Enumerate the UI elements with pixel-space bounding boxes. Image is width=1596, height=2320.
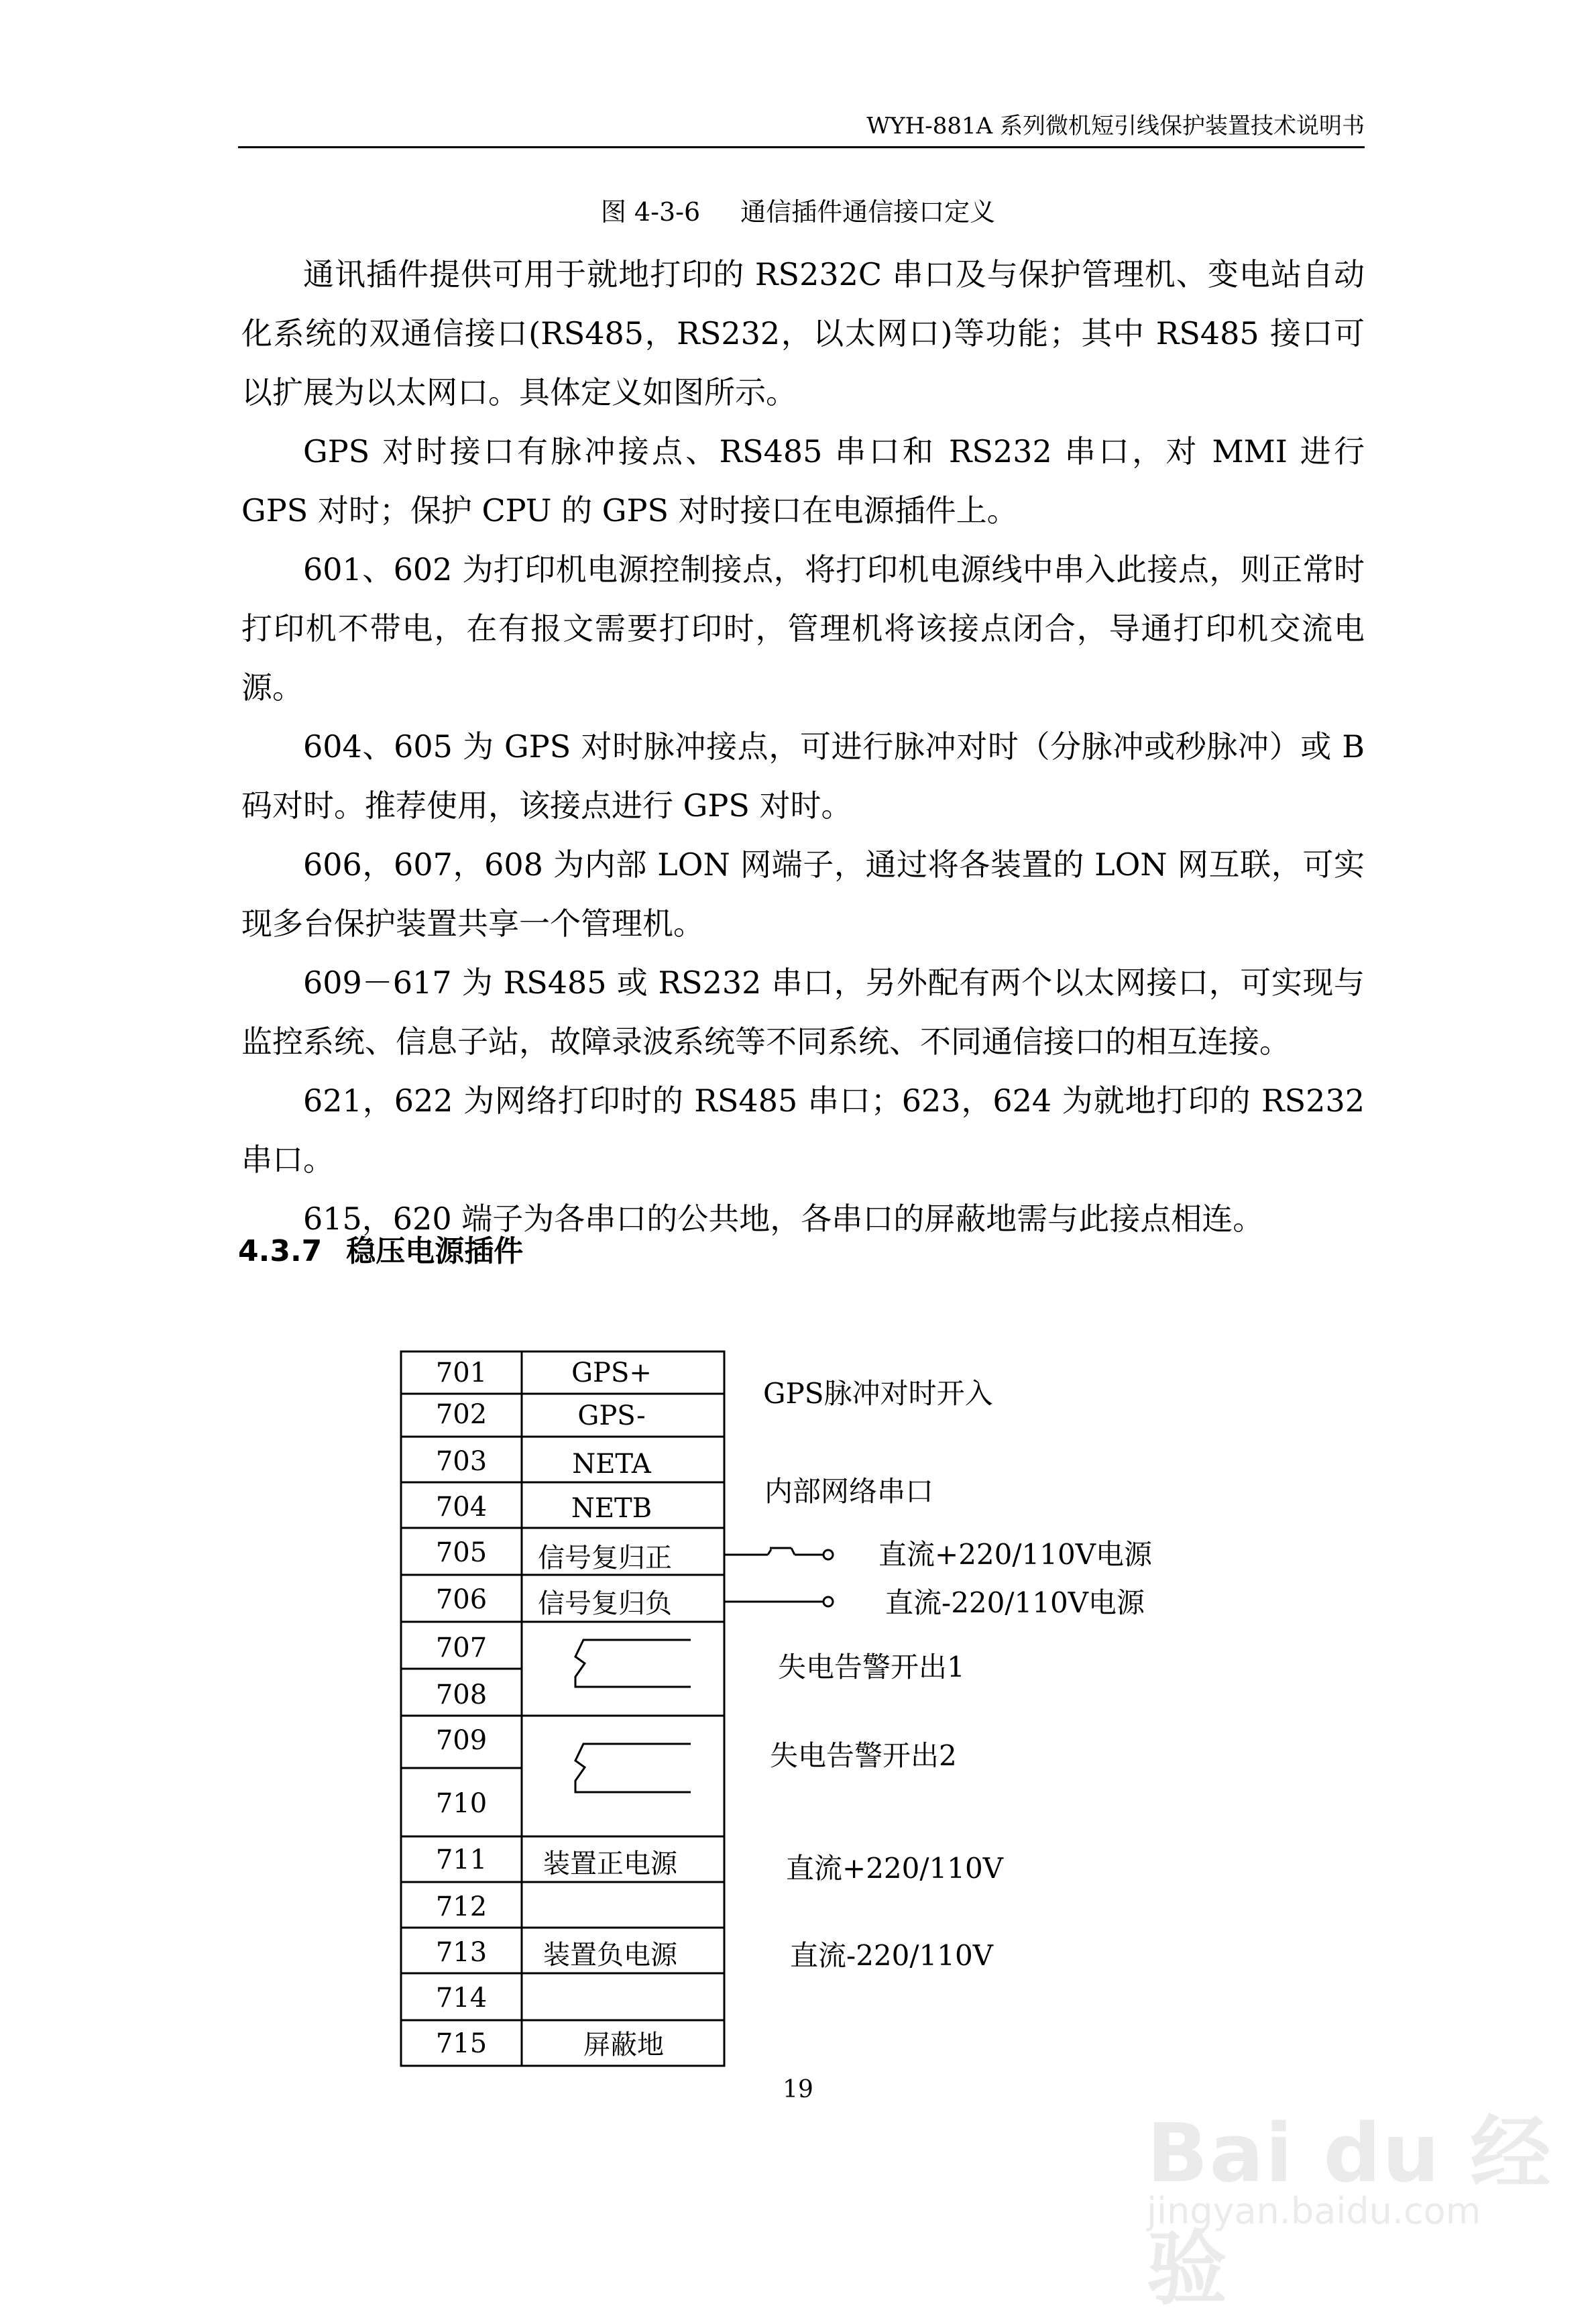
dc-pos-annotation: 直流+220/110V xyxy=(786,1852,1004,1885)
terminal-label: NETB xyxy=(571,1493,652,1524)
terminal-number: 715 xyxy=(435,2028,488,2059)
terminal-number: 711 xyxy=(435,1844,488,1875)
terminal-number: 706 xyxy=(435,1584,488,1615)
alarm2-contact-symbol xyxy=(575,1744,691,1792)
terminal-number: 710 xyxy=(435,1788,488,1819)
terminal-label: NETA xyxy=(572,1449,651,1480)
terminal-label: 屏蔽地 xyxy=(583,2030,664,2060)
paragraph: 621，622 为网络打印时的 RS485 串口；623，624 为就地打印的 RS232 串口。 xyxy=(241,1083,1365,1178)
terminal-number: 702 xyxy=(435,1399,488,1430)
terminal-label: GPS- xyxy=(577,1400,646,1431)
terminal-number: 705 xyxy=(435,1537,488,1568)
reset-switch-post xyxy=(791,1548,795,1555)
figure-title: 通信插件通信接口定义 xyxy=(740,197,996,227)
alarm1-contact-symbol xyxy=(575,1640,691,1687)
terminal-number: 707 xyxy=(435,1633,488,1663)
watermark-brand: Bai du 经验 xyxy=(1147,2107,1552,2316)
figure-number: 图 4-3-6 xyxy=(600,197,701,227)
terminal-number: 701 xyxy=(435,1358,488,1388)
gps-annotation: GPS脉冲对时开入 xyxy=(763,1377,993,1410)
terminal-label: 信号复归正 xyxy=(538,1543,672,1573)
terminal-number: 709 xyxy=(435,1725,488,1756)
net-annotation: 内部网络串口 xyxy=(764,1475,934,1508)
reset-switch-post xyxy=(768,1549,771,1555)
paragraph: 606，607，608 为内部 LON 网端子，通过将各装置的 LON 网互联，可实现多台保护装置共享一个管理机。 xyxy=(241,846,1365,942)
terminal-number: 713 xyxy=(435,1937,488,1968)
paragraph: 609－617 为 RS485 或 RS232 串口，另外配有两个以太网接口，可实现与监控系统、信息子站，故障录波系统等不同系统、不同通信接口的相互连接。 xyxy=(241,964,1365,1060)
terminal-label: 装置负电源 xyxy=(543,1940,677,1971)
reset-pos-terminal-icon xyxy=(823,1550,833,1559)
page-header: WYH-881A 系列微机短引线保护装置技术说明书 xyxy=(866,113,1365,140)
paragraph: 601、602 为打印机电源控制接点，将打印机电源线中串入此接点，则正常时打印机不带电，在有报文需要打印时，管理机将该接点闭合，导通打印机交流电源。 xyxy=(241,551,1365,706)
page-number: 19 xyxy=(783,2076,813,2103)
terminal-label: 装置正电源 xyxy=(543,1848,677,1879)
terminal-number: 703 xyxy=(435,1446,488,1477)
section-number: 4.3.7 xyxy=(238,1234,323,1268)
watermark-url: jingyan.baidu.com xyxy=(1147,2190,1481,2232)
terminal-number: 714 xyxy=(435,1983,488,2013)
dc-neg-annotation: 直流-220/110V xyxy=(790,1939,994,1972)
alarm2-annotation: 失电告警开出2 xyxy=(770,1739,957,1772)
paragraph: 615，620 端子为各串口的公共地，各串口的屏蔽地需与此接点相连。 xyxy=(303,1201,1264,1237)
reset-neg-terminal-icon xyxy=(823,1597,833,1606)
reset-neg-annotation: 直流-220/110V电源 xyxy=(885,1586,1145,1619)
alarm1-annotation: 失电告警开出1 xyxy=(778,1651,965,1683)
reset-pos-annotation: 直流+220/110V电源 xyxy=(878,1538,1153,1571)
terminal-number: 704 xyxy=(435,1492,488,1523)
section-title: 稳压电源插件 xyxy=(346,1234,524,1268)
paragraph: GPS 对时接口有脉冲接点、RS485 串口和 RS232 串口，对 MMI 进行 GPS 对时；保护 CPU 的 GPS 对时接口在电源插件上。 xyxy=(241,433,1365,529)
terminal-number: 712 xyxy=(435,1891,488,1922)
terminal-label: GPS+ xyxy=(571,1358,652,1388)
paragraph: 604、605 为 GPS 对时脉冲接点，可进行脉冲对时（分脉冲或秒脉冲）或 B 码对时。推荐使用，该接点进行 GPS 对时。 xyxy=(241,728,1365,824)
paragraph: 通讯插件提供可用于就地打印的 RS232C 串口及与保护管理机、变电站自动化系统的双通信接口(RS485，RS232，以太网口)等功能；其中 RS485 接口可以扩展为以太网口。具体定义如图所示。 xyxy=(241,256,1365,410)
baidu-watermark xyxy=(1140,2089,1569,2316)
terminal-label: 信号复归负 xyxy=(538,1588,672,1619)
terminal-number: 708 xyxy=(435,1679,488,1710)
